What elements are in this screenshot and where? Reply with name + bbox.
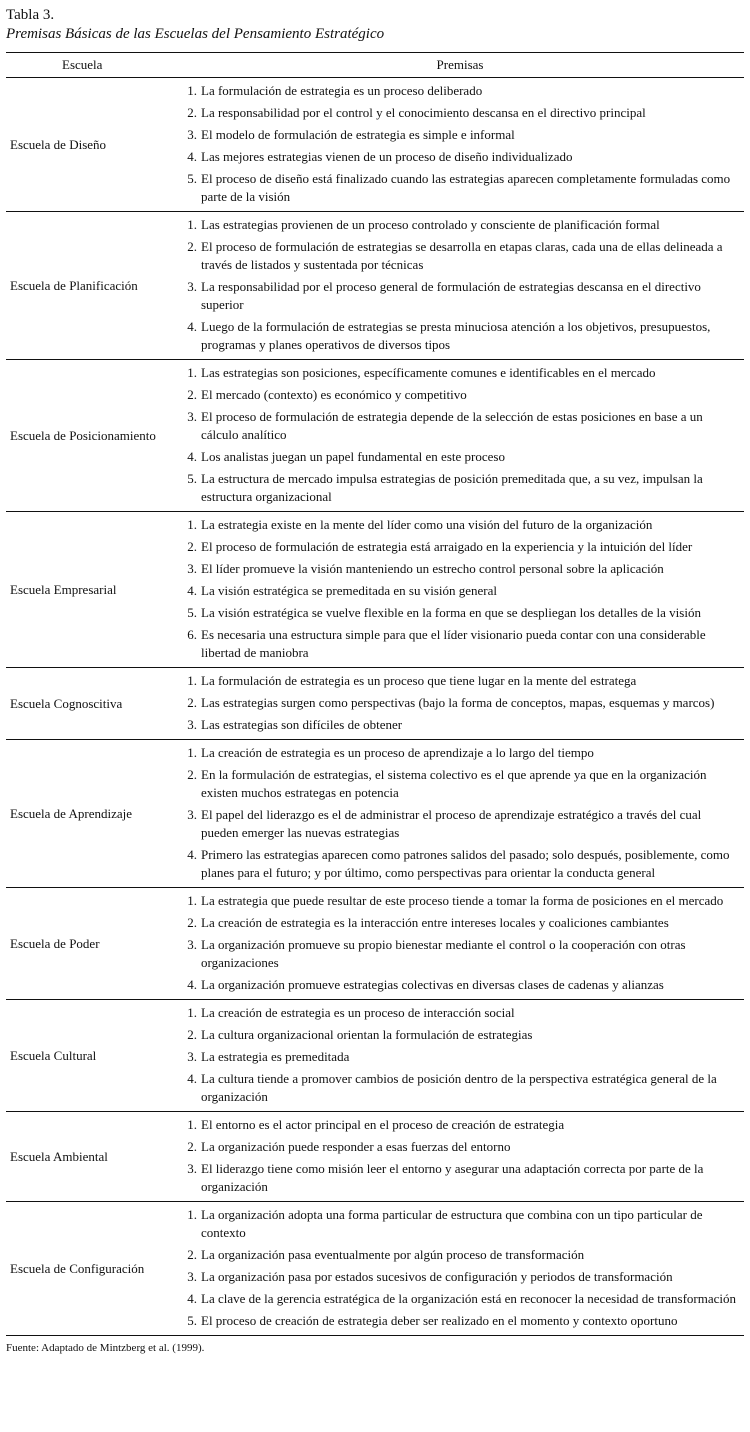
premise-item (176, 316, 744, 356)
premise-item (176, 1244, 744, 1266)
premise-item (176, 80, 744, 102)
premise-item (176, 624, 744, 664)
premise-item (176, 1288, 744, 1310)
premise-text: El proceso de formulación de estrategia depende de la selección de estas posiciones en base a un cálculo analítico (201, 409, 703, 442)
premise-number: 1. (187, 745, 197, 760)
premise-text: El entorno es el actor principal en el proceso de creación de estrategia (201, 1117, 565, 1132)
premise-number: 2. (187, 387, 197, 402)
premise-number: 1. (187, 217, 197, 232)
table-row (6, 78, 744, 212)
premise-number: 4. (187, 1291, 197, 1306)
school-name: Escuela de Configuración (6, 1202, 176, 1336)
premise-item (176, 1002, 744, 1024)
premise-item (176, 1068, 744, 1108)
premise-number: 3. (187, 1269, 197, 1284)
table-header-row (6, 53, 744, 78)
premise-text: La visión estratégica se premeditada en su visión general (201, 583, 498, 598)
school-name: Escuela de Posicionamiento (6, 360, 176, 512)
premises-list (176, 668, 744, 740)
premise-number: 5. (187, 1313, 197, 1328)
premise-number: 1. (187, 893, 197, 908)
premise-item (176, 804, 744, 844)
premise-text: La creación de estrategia es la interacción entre intereses locales y coaliciones cambiantes (201, 915, 669, 930)
premise-item (176, 602, 744, 624)
premise-text: La clave de la gerencia estratégica de la organización está en reconocer la necesidad de transformación (201, 1291, 736, 1306)
premise-number: 5. (187, 171, 197, 186)
premise-text: El proceso de creación de estrategia deber ser realizado en el momento y contexto oportuno (201, 1313, 678, 1328)
premise-item (176, 168, 744, 208)
premise-item (176, 124, 744, 146)
premise-item (176, 1136, 744, 1158)
premise-text: Luego de la formulación de estrategias se presta minuciosa atención a los objetivos, presupuestos, programas y planes operativos de diversos tipos (201, 319, 711, 352)
premise-number: 1. (187, 673, 197, 688)
premise-item (176, 934, 744, 974)
premise-text: La cultura tiende a promover cambios de posición dentro de la perspectiva estratégica general de la organización (201, 1071, 717, 1104)
school-name: Escuela de Planificación (6, 212, 176, 360)
premise-number: 5. (187, 605, 197, 620)
premise-text: El mercado (contexto) es económico y competitivo (201, 387, 467, 402)
premise-item (176, 1114, 744, 1136)
premise-item (176, 536, 744, 558)
premise-text: La visión estratégica se vuelve flexible en la forma en que se despliegan los detalles de la visión (201, 605, 701, 620)
premise-item (176, 742, 744, 764)
premise-text: Las estrategias surgen como perspectivas (bajo la forma de conceptos, mapas, esquemas y marcos) (201, 695, 715, 710)
premise-item (176, 1046, 744, 1068)
premise-item (176, 714, 744, 736)
premise-text: El proceso de diseño está finalizado cuando las estrategias aparecen completamente formuladas como parte de la visión (201, 171, 731, 204)
premise-item (176, 214, 744, 236)
premise-number: 3. (187, 937, 197, 952)
source-note: Fuente: Adaptado de Mintzberg et al. (1999). (6, 1342, 205, 1354)
premise-number: 4. (187, 149, 197, 164)
premises-list (176, 1202, 744, 1336)
premises-list (176, 740, 744, 888)
premise-text: La formulación de estrategia es un proceso que tiene lugar en la mente del estratega (201, 673, 637, 688)
premise-number: 3. (187, 279, 197, 294)
premise-text: La organización adopta una forma particular de estructura que combina con un tipo particular de contexto (201, 1207, 703, 1240)
premise-text: La formulación de estrategia es un proceso deliberado (201, 83, 483, 98)
premises-list (176, 78, 744, 212)
premise-text: Las estrategias son difíciles de obtener (201, 717, 403, 732)
premises-list (176, 888, 744, 1000)
premise-item (176, 1158, 744, 1198)
premise-number: 2. (187, 1139, 197, 1154)
premise-number: 3. (187, 561, 197, 576)
premise-text: Es necesaria una estructura simple para que el líder visionario pueda contar con una considerable libertad de maniobra (201, 627, 706, 660)
premise-text: El proceso de formulación de estrategia está arraigado en la experiencia y la intuición del líder (201, 539, 693, 554)
premise-text: La estrategia existe en la mente del líder como una visión del futuro de la organización (201, 517, 653, 532)
premise-text: Las mejores estrategias vienen de un proceso de diseño individualizado (201, 149, 573, 164)
premise-number: 4. (187, 319, 197, 334)
premise-item (176, 692, 744, 714)
school-name: Escuela Cultural (6, 1000, 176, 1112)
table-title: Premisas Básicas de las Escuelas del Pensamiento Estratégico (6, 26, 385, 42)
premise-item (176, 362, 744, 384)
school-name: Escuela de Diseño (6, 78, 176, 212)
premises-list (176, 212, 744, 360)
premise-number: 2. (187, 105, 197, 120)
premises-list (176, 1112, 744, 1202)
premise-number: 2. (187, 539, 197, 554)
premise-number: 2. (187, 239, 197, 254)
premise-number: 2. (187, 695, 197, 710)
premise-text: La creación de estrategia es un proceso de aprendizaje a lo largo del tiempo (201, 745, 594, 760)
premise-item (176, 1266, 744, 1288)
premise-number: 2. (187, 1247, 197, 1262)
table-row (6, 740, 744, 888)
premise-text: Las estrategias son posiciones, específicamente comunes e identificables en el mercado (201, 365, 656, 380)
table-row (6, 1000, 744, 1112)
premise-text: El modelo de formulación de estrategia es simple e informal (201, 127, 515, 142)
premise-number: 3. (187, 127, 197, 142)
premise-text: El liderazgo tiene como misión leer el entorno y asegurar una adaptación correcta por parte de la organización (201, 1161, 704, 1194)
school-name: Escuela de Poder (6, 888, 176, 1000)
premise-item (176, 446, 744, 468)
premise-number: 1. (187, 83, 197, 98)
premise-text: Los analistas juegan un papel fundamental en este proceso (201, 449, 505, 464)
premise-item (176, 384, 744, 406)
premise-item (176, 236, 744, 276)
premise-text: Primero las estrategias aparecen como patrones salidos del pasado; solo después, posiblemente, como planes para el futuro; y por último, como perspectivas para orientar la conducta general (201, 847, 730, 880)
table-row (6, 360, 744, 512)
table-row (6, 512, 744, 668)
premise-item (176, 146, 744, 168)
school-name: Escuela Empresarial (6, 512, 176, 668)
premise-number: 3. (187, 1161, 197, 1176)
premises-list (176, 1000, 744, 1112)
premise-item (176, 890, 744, 912)
table-row (6, 1112, 744, 1202)
premises-list (176, 360, 744, 512)
premise-item (176, 844, 744, 884)
premise-text: La organización promueve su propio bienestar mediante el control o la cooperación con otras organizaciones (201, 937, 686, 970)
premises-list (176, 512, 744, 668)
premise-number: 4. (187, 1071, 197, 1086)
premise-item (176, 1024, 744, 1046)
premises-table (6, 52, 744, 1336)
table-row (6, 212, 744, 360)
premise-number: 4. (187, 847, 197, 862)
premise-number: 1. (187, 517, 197, 532)
premise-number: 1. (187, 1117, 197, 1132)
premise-text: La estrategia que puede resultar de este proceso tiende a tomar la forma de posiciones en el mercado (201, 893, 724, 908)
premise-text: El líder promueve la visión manteniendo un estrecho control personal sobre la aplicación (201, 561, 664, 576)
premise-text: La responsabilidad por el control y el conocimiento descansa en el directivo principal (201, 105, 646, 120)
premise-number: 2. (187, 915, 197, 930)
premise-text: La responsabilidad por el proceso general de formulación de estrategias descansa en el directivo superior (201, 279, 701, 312)
premise-item (176, 102, 744, 124)
premise-item (176, 1204, 744, 1244)
premise-number: 2. (187, 1027, 197, 1042)
column-header-school: Escuela (6, 53, 176, 78)
premise-number: 3. (187, 409, 197, 424)
premise-number: 1. (187, 1005, 197, 1020)
premise-text: La organización pasa por estados sucesivos de configuración y periodos de transformación (201, 1269, 673, 1284)
premise-number: 5. (187, 471, 197, 486)
premise-text: En la formulación de estrategias, el sistema colectivo es el que aprende ya que en la organización existen muchos estrategas en potencia (201, 767, 707, 800)
table-row (6, 1202, 744, 1336)
premise-text: El proceso de formulación de estrategias se desarrolla en etapas claras, cada una de ellas delineada a través de listados y sustentada por técnicas (201, 239, 723, 272)
premise-item (176, 468, 744, 508)
premise-text: Las estrategias provienen de un proceso controlado y consciente de planificación formal (201, 217, 660, 232)
table-row (6, 888, 744, 1000)
school-name: Escuela de Aprendizaje (6, 740, 176, 888)
premise-item (176, 580, 744, 602)
premise-item (176, 514, 744, 536)
premise-item (176, 670, 744, 692)
premise-number: 4. (187, 977, 197, 992)
premise-text: La organización puede responder a esas fuerzas del entorno (201, 1139, 511, 1154)
premise-text: La estrategia es premeditada (201, 1049, 350, 1064)
school-name: Escuela Ambiental (6, 1112, 176, 1202)
premise-number: 2. (187, 767, 197, 782)
premise-number: 4. (187, 449, 197, 464)
premise-text: La creación de estrategia es un proceso de interacción social (201, 1005, 515, 1020)
premise-text: El papel del liderazgo es el de administrar el proceso de aprendizaje estratégico a través del cual pueden emerger las nuevas estrategias (201, 807, 702, 840)
premise-number: 3. (187, 807, 197, 822)
premise-text: La estructura de mercado impulsa estrategias de posición premeditada que, a su vez, impulsan la estructura organizacional (201, 471, 703, 504)
premise-number: 4. (187, 583, 197, 598)
premise-item (176, 912, 744, 934)
premise-number: 3. (187, 717, 197, 732)
premise-number: 1. (187, 1207, 197, 1222)
premise-number: 1. (187, 365, 197, 380)
premise-item (176, 1310, 744, 1332)
premise-item (176, 764, 744, 804)
premise-text: La organización promueve estrategias colectivas en diversas clases de cadenas y alianzas (201, 977, 664, 992)
premise-number: 3. (187, 1049, 197, 1064)
premise-item (176, 558, 744, 580)
premise-item (176, 276, 744, 316)
premise-text: La cultura organizacional orientan la formulación de estrategias (201, 1027, 533, 1042)
premise-text: La organización pasa eventualmente por algún proceso de transformación (201, 1247, 585, 1262)
premise-number: 6. (187, 627, 197, 642)
premise-item (176, 974, 744, 996)
premise-item (176, 406, 744, 446)
school-name: Escuela Cognoscitiva (6, 668, 176, 740)
table-number: Tabla 3. (6, 7, 55, 23)
table-row (6, 668, 744, 740)
table-body (6, 78, 744, 1336)
column-header-premises: Premisas (176, 53, 744, 78)
